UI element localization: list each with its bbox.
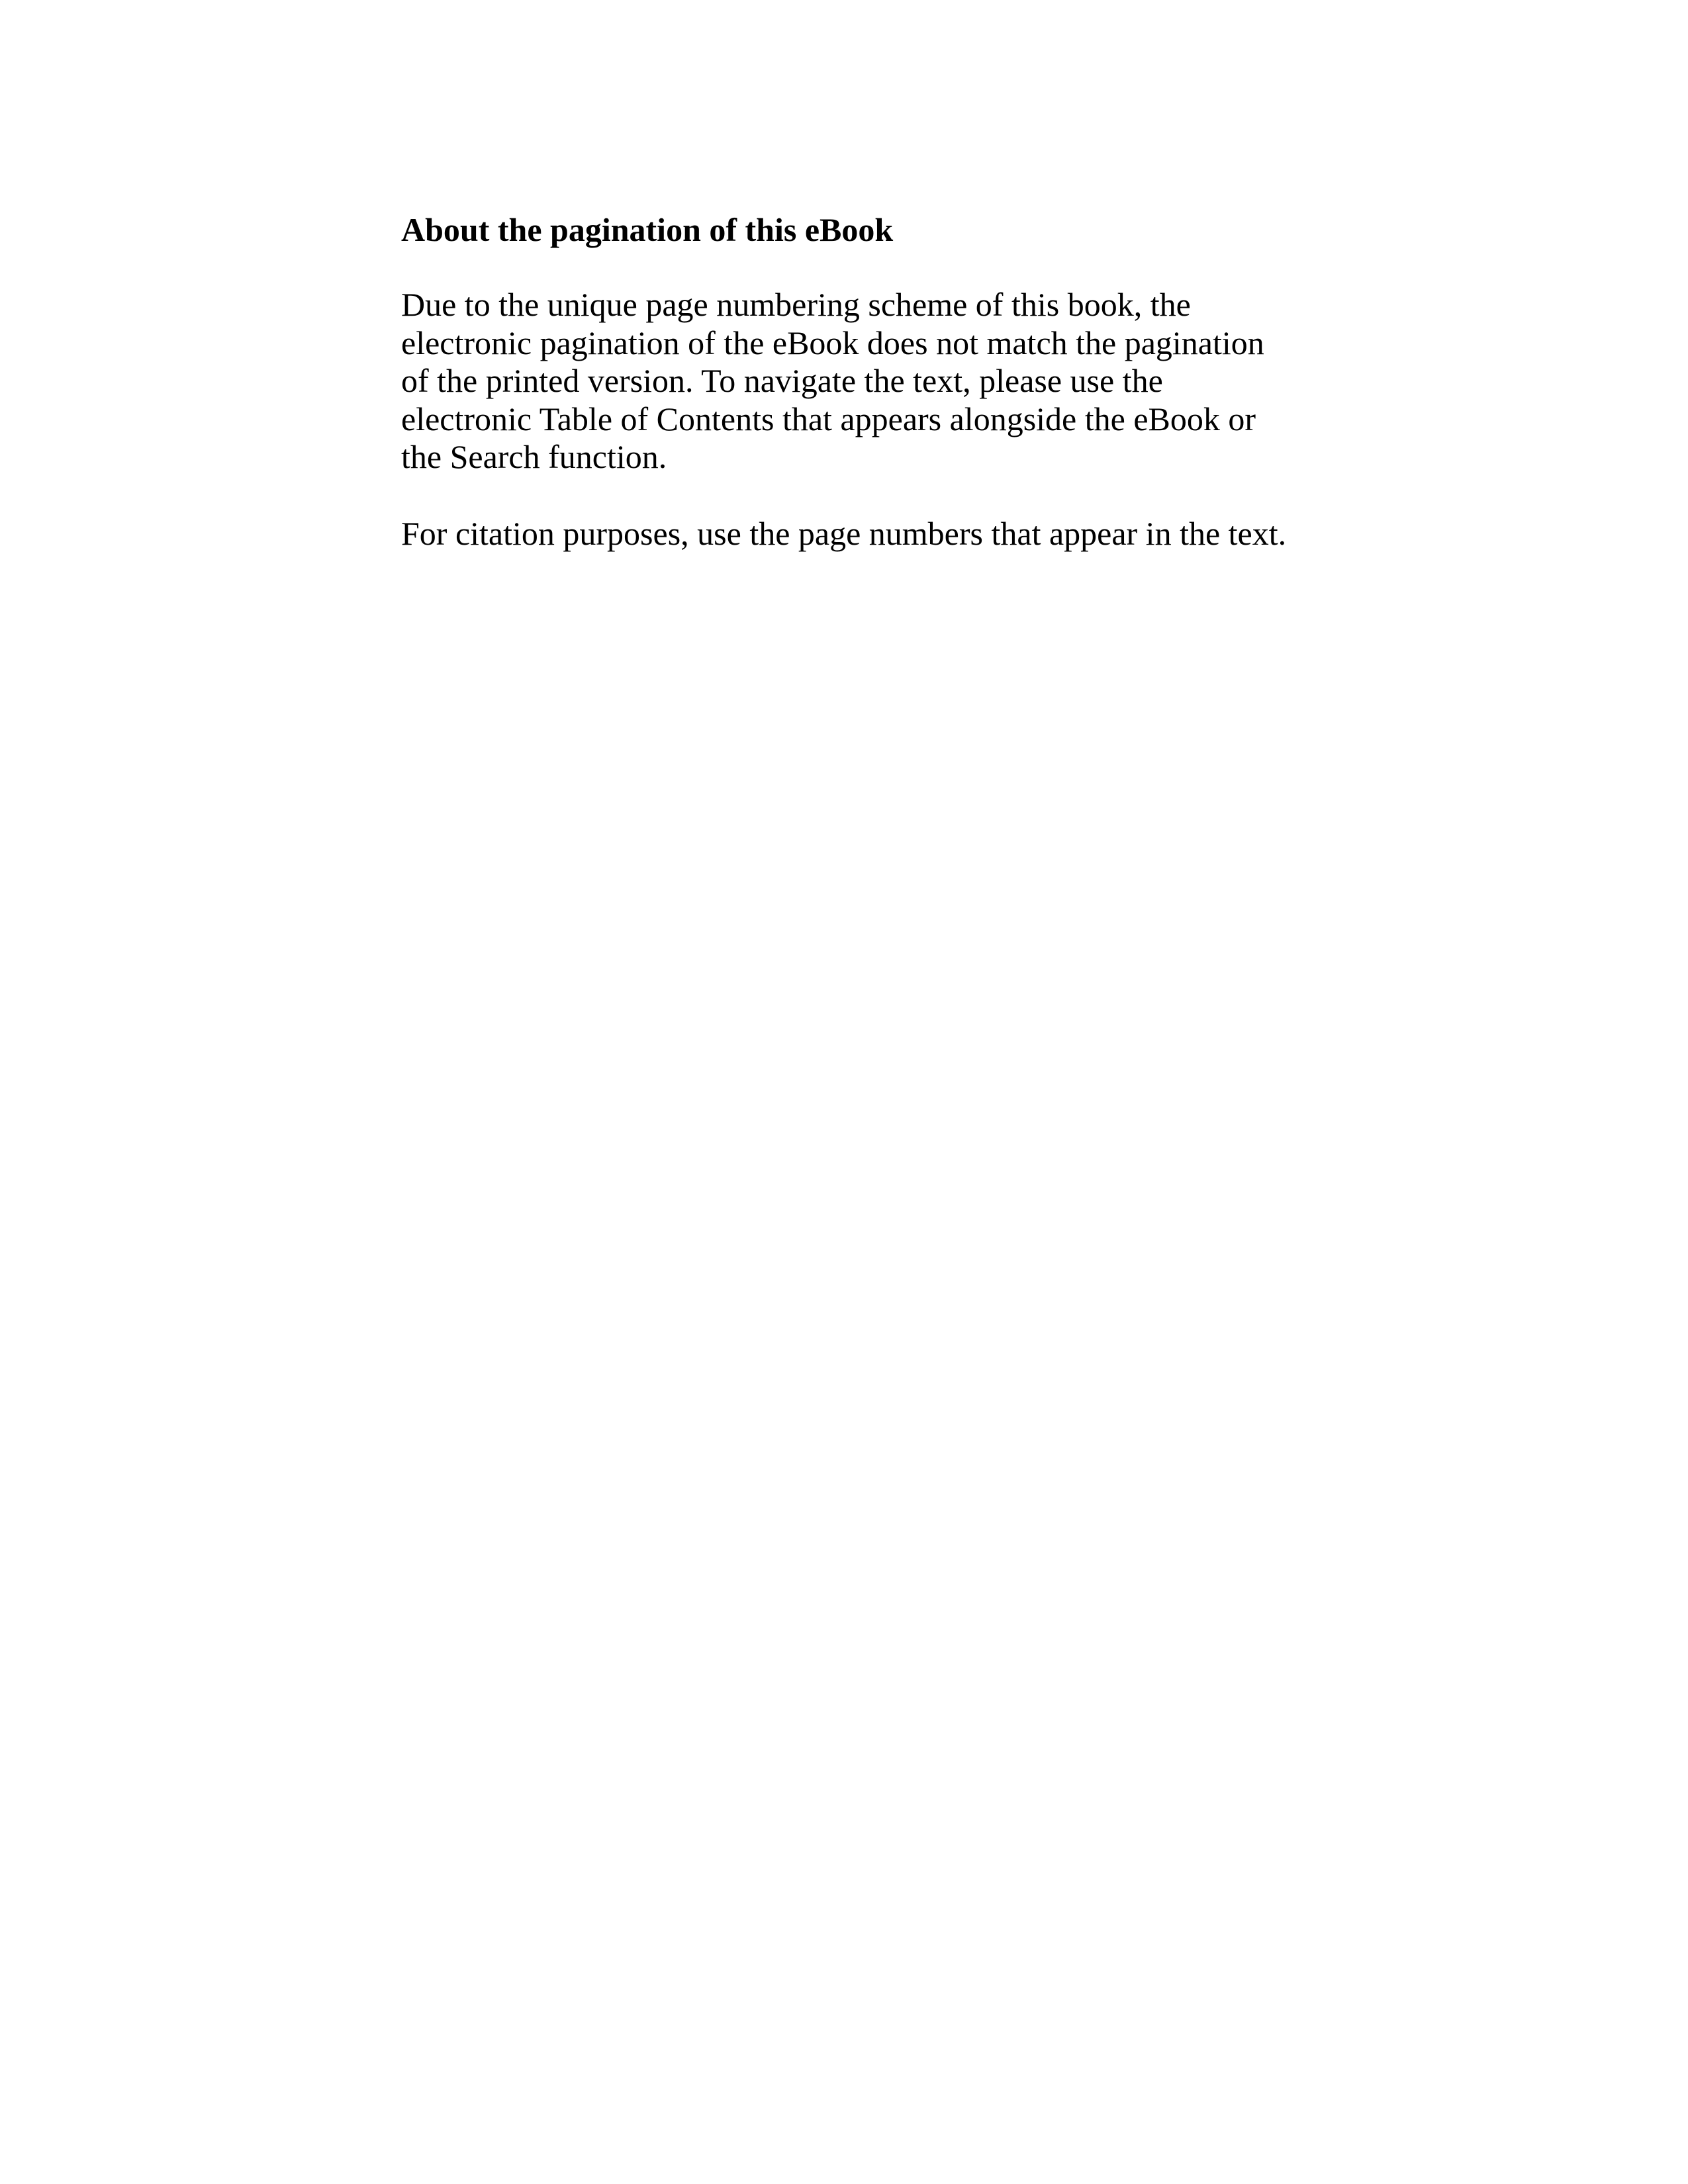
paragraph-line: Due to the unique page numbering scheme of this book, the: [401, 286, 1191, 323]
notice-paragraph-citation: [401, 515, 1315, 553]
paragraph-line: the Search function.: [401, 438, 667, 475]
paragraph-line: For citation purposes, use the page numbers that appear in the text.: [401, 514, 1287, 552]
paragraph-line: electronic Table of Contents that appears alongside the eBook or: [401, 400, 1256, 437]
paragraph-line: electronic pagination of the eBook does not match the pagination: [401, 324, 1264, 361]
notice-paragraph-navigation: [401, 286, 1315, 477]
pagination-notice: [401, 210, 1315, 591]
notice-heading: About the pagination of this eBook: [401, 211, 894, 248]
paragraph-line: of the printed version. To navigate the text, please use the: [401, 362, 1163, 399]
